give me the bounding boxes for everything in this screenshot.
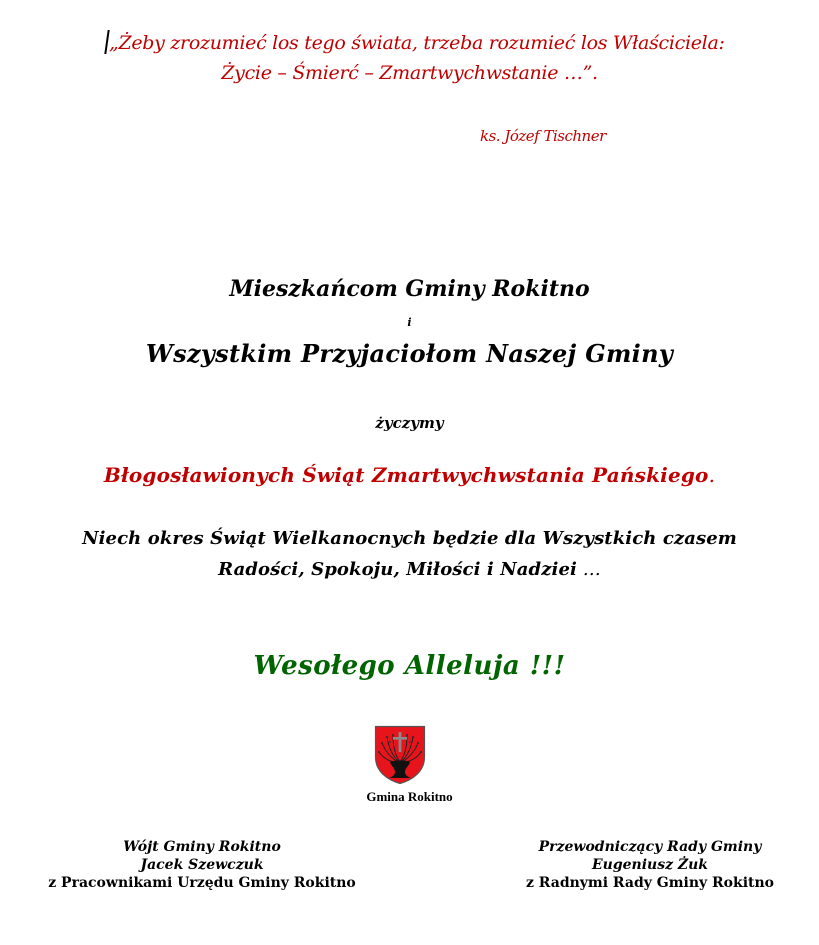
signature-team: z Radnymi Rady Gminy Rokitno (525, 875, 775, 891)
signature-mayor (22, 838, 382, 892)
quote-line-1 (6, 28, 819, 58)
signature-name: Eugeniusz Żuk (591, 857, 709, 873)
recipients-line-1: Mieszkańcom Gminy Rokitno (229, 276, 590, 302)
coat-of-arms-icon (374, 725, 426, 785)
wish-verb: życzymy (375, 414, 444, 432)
closing-greeting: Wesołego Alleluja !!! (253, 651, 566, 681)
message-line-1: Niech okres Świąt Wielkanocnych będzie dla Wszystkich czasem (82, 528, 737, 549)
blessing-text: Błogosławionych Świąt Zmartwychwstania Pańskiego (103, 463, 709, 487)
signature-council-chair (490, 838, 810, 892)
message-text-2: Radości, Spokoju, Miłości i Nadziei (218, 559, 577, 580)
signature-role: Wójt Gminy Rokitno (123, 839, 281, 855)
blessing-period: . (708, 463, 716, 487)
quote-line-2: Życie – Śmierć – Zmartwychwstanie …”. (221, 62, 598, 84)
signature-team: z Pracownikami Urzędu Gminy Rokitno (48, 875, 356, 891)
message-line-2 (0, 559, 819, 580)
recipients-line-2: Wszystkim Przyjaciołom Naszej Gminy (145, 339, 674, 368)
quote-author: ks. Józef Tischner (480, 127, 606, 145)
message-ellipsis: … (576, 559, 601, 580)
quote-text-1: „Żeby zrozumieć los tego świata, trzeba rozumieć los Właściciela: (108, 32, 725, 54)
easter-blessing (0, 463, 819, 487)
crest-caption: Gmina Rokitno (366, 789, 453, 804)
signature-name: Jacek Szewczuk (140, 857, 264, 873)
recipients-conjunction: i (407, 316, 412, 329)
signature-role: Przewodniczący Rady Gminy (538, 839, 762, 855)
